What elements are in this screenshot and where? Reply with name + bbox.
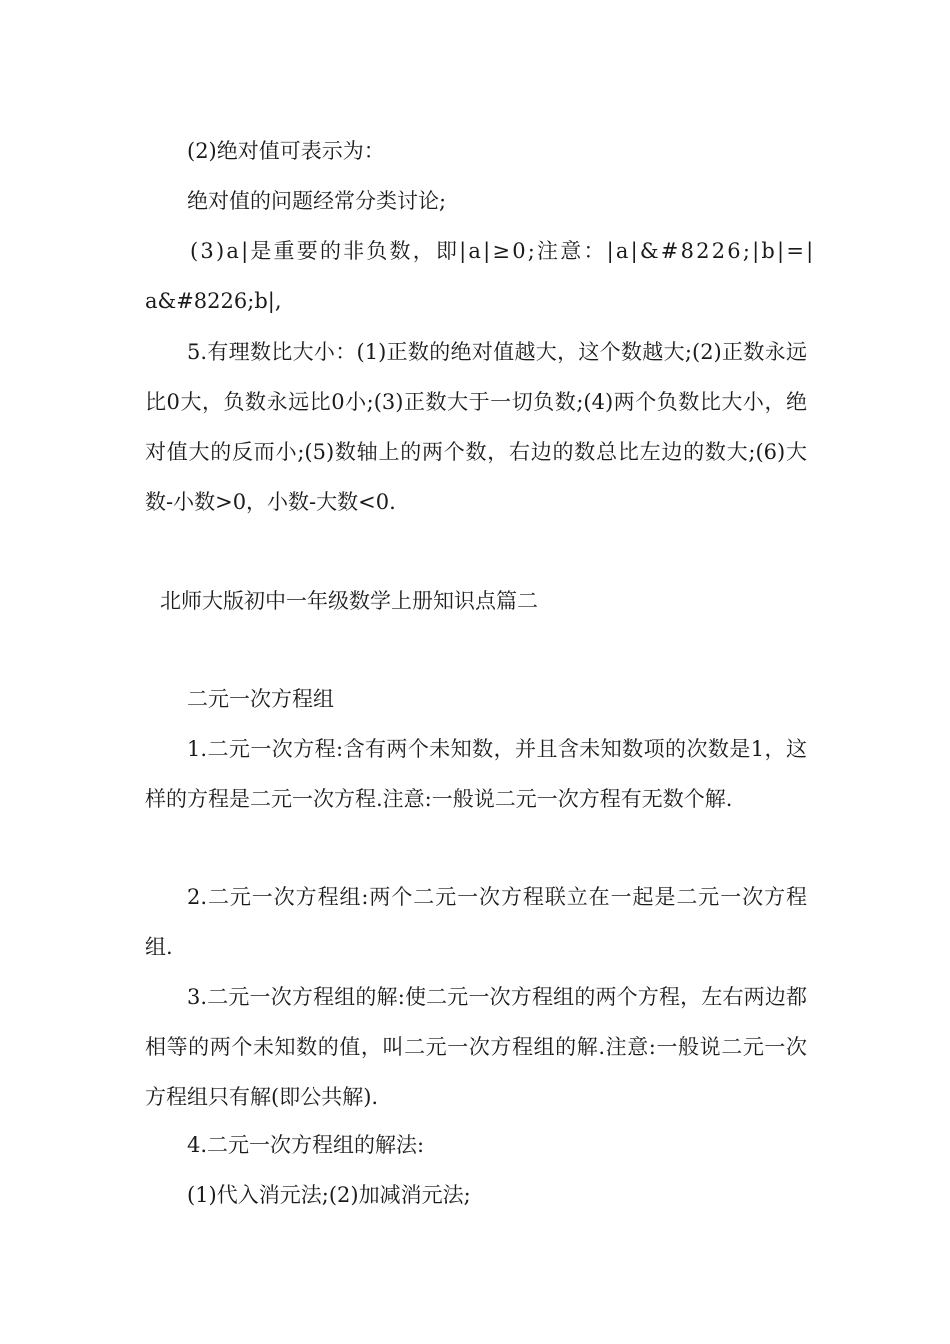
paragraph-item-3: 3.二元一次方程组的解:使二元一次方程组的两个方程，左右两边都相等的两个未知数的值，叫二元一次方程组的解.注意:一般说二元一次方程组只有解(即公共解). bbox=[145, 985, 807, 1109]
paragraph-item-4-methods: (1)代入消元法;(2)加减消元法; bbox=[187, 1183, 471, 1207]
paragraph-abs-representation: (2)绝对值可表示为： bbox=[187, 139, 385, 163]
paragraph-item-1: 1.二元一次方程:含有两个未知数，并且含未知数项的次数是1，这样的方程是二元一次方程.注意:一般说二元一次方程有无数个解. bbox=[145, 737, 807, 811]
paragraph-abs-discussion: 绝对值的问题经常分类讨论; bbox=[187, 189, 447, 213]
subtitle-linear-equations: 二元一次方程组 bbox=[187, 687, 334, 711]
section-title: 北师大版初中一年级数学上册知识点篇二 bbox=[160, 589, 538, 613]
paragraph-item-2: 2.二元一次方程组:两个二元一次方程联立在一起是二元一次方程组. bbox=[145, 885, 807, 959]
paragraph-abs-nonnegative-line1: (3)a|是重要的非负数，即|a|≥0;注意：|a|&#8226;|b|=| bbox=[190, 239, 816, 263]
paragraph-rational-compare: 5.有理数比大小：(1)正数的绝对值越大，这个数越大;(2)正数永远比0大，负数永远比0小;(3)正数大于一切负数;(4)两个负数比大小，绝对值大的反而小;(5)数轴上的两个数，右边的数总比左边的数大;(6)大数-小数>0，小数-大数<0. bbox=[145, 340, 807, 514]
paragraph-abs-nonnegative-line2: a&#8226;b|, bbox=[145, 289, 282, 313]
paragraph-item-4: 4.二元一次方程组的解法: bbox=[187, 1133, 425, 1157]
